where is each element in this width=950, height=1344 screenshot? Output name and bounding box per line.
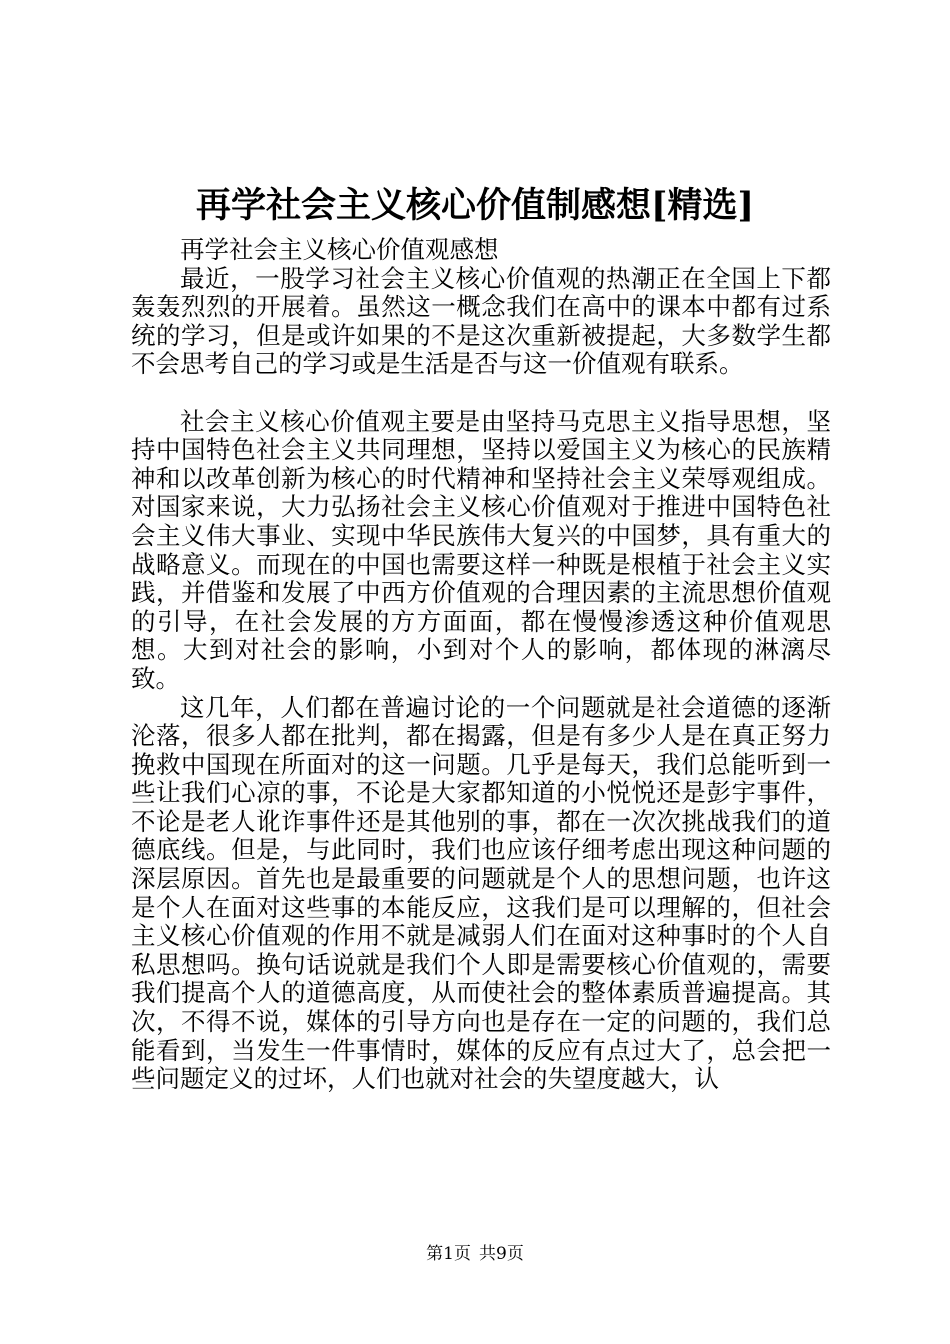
document-subtitle: 再学社会主义核心价值观感想 [180,235,499,264]
paragraph-1: 最近，一股学习社会主义核心价值观的热潮正在全国上下都轰轰烈烈的开展着。虽然这一概念我们在高中的课本中都有过系统的学习，但是或许如果的不是这次重新被提起，大多数学生都不会思考自己的学习或是生活是否与这一价值观有联系。 [131,263,831,379]
document-body [131,236,831,1094]
page-number: 第1页 [426,1244,471,1264]
paragraph-3: 这几年，人们都在普遍讨论的一个问题就是社会道德的逐渐沦落，很多人都在批判，都在揭露，但是有多少人是在真正努力挽救中国现在所面对的这一问题。几乎是每天，我们总能听到一些让我们心凉的事，不论是大家都知道的小悦悦还是彭宇事件，不论是老人讹诈事件还是其他别的事，都在一次次挑战我们的道德底线。但是，与此同时，我们也应该仔细考虑出现这种问题的深层原因。首先也是最重要的问题就是个人的思想问题，也许这是个人在面对这些事的本能反应，这我们是可以理解的，但社会主义核心价值观的作用不就是减弱人们在面对这种事时的个人自私思想吗。换句话说就是我们个人即是需要核心价值观的，需要我们提高个人的道德高度，从而使社会的整体素质普遍提高。其次，不得不说，媒体的引导方向也是存在一定的问题的，我们总能看到，当发生一件事情时，媒体的反应有点过大了，总会把一些问题定义的过坏，人们也就对社会的失望度越大，认 [131,692,831,1094]
page-footer [0,1242,950,1266]
page-total: 共9页 [479,1244,524,1264]
document-title: 再学社会主义核心价值制感想[精选] [195,185,755,226]
paragraph-2: 社会主义核心价值观主要是由坚持马克思主义指导思想，坚持中国特色社会主义共同理想，坚持以爱国主义为核心的民族精神和以改革创新为核心的时代精神和坚持社会主义荣辱观组成。对国家来说，大力弘扬社会主义核心价值观对于推进中国特色社会主义伟大事业、实现中华民族伟大复兴的中国梦，具有重大的战略意义。而现在的中国也需要这样一种既是根植于社会主义实践，并借鉴和发展了中西方价值观的合理因素的主流思想价值观的引导，在社会发展的方方面面，都在慢慢渗透这种价值观思想。大到对社会的影响，小到对个人的影响，都体现的淋漓尽致。 [131,406,831,693]
